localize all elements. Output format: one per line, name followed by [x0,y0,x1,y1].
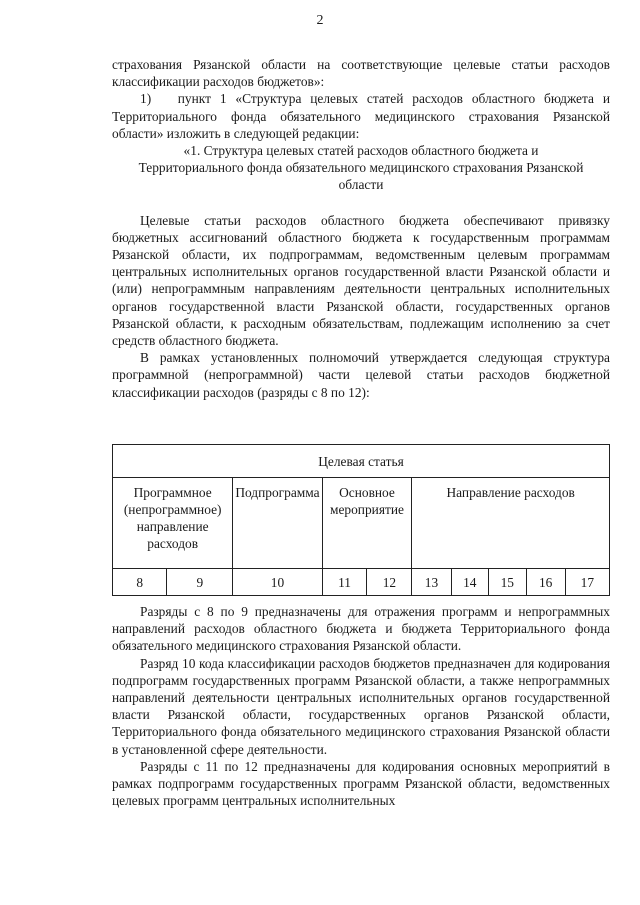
digit-cell: 10 [233,569,322,596]
table-header: Целевая статья [113,445,610,478]
digit-cell: 17 [565,569,609,596]
body-paragraph: Разряд 10 кода классификации расходов бюджетов предназначен для кодирования подпрограмм государственных программ Рязанской области, а также непрограммных направлений деятельности центральных исполнительных органов государственной власти Рязанской области, государственных органов Рязанской области, Территориального фонда обязательного медицинского страхования Рязанской области в установленной сфере деятельности. [112,655,610,757]
body-paragraph: Целевые статьи расходов областного бюджета обеспечивают привязку бюджетных ассигнований областного бюджета к государственным программам Рязанской области, их подпрограммам, ведомственным целевым программам центральных исполнительных органов государственной власти Рязанской области и (или) непрограммным направлениям деятельности центральных исполнительных органов государственной власти Рязанской области, государственных органов Рязанской области, к расходным обязательствам, подлежащим исполнению за счет средств областного бюджета. [112,212,610,349]
digit-cell: 12 [367,569,412,596]
digit-cell: 11 [322,569,367,596]
digit-cell: 16 [526,569,565,596]
digit-cell: 14 [451,569,489,596]
intro-paragraph: страхования Рязанской области на соответствующие целевые статьи расходов классификации расходов бюджетов»: [112,57,610,90]
target-article-structure-table [112,444,610,596]
digit-cell: 13 [412,569,451,596]
body-paragraph: В рамках установленных полномочий утверждается следующая структура программной (непрограммной) части целевой статьи расходов бюджетной классификации расходов (разряды с 8 по 12): [112,350,610,400]
list-item: 1) пункт 1 «Структура целевых статей расходов областного бюджета и Территориального фонда обязательного медицинского страхования Рязанской области» изложить в следующей редакции: [112,91,610,141]
digit-cell: 9 [167,569,233,596]
group-expense-direction: Направление расходов [412,478,610,569]
digit-cell: 15 [489,569,527,596]
document-body-continued [112,603,610,809]
group-subprogram: Подпрограмма [233,478,322,569]
page-number: 2 [316,13,324,28]
document-body [112,56,610,401]
group-main-activity: Основное мероприятие [322,478,412,569]
body-paragraph: Разряды с 8 по 9 предназначены для отражения программ и непрограммных направлений расходов областного бюджета и бюджета Территориального фонда обязательного медицинского страхования Рязанской области. [112,604,610,654]
section-heading: «1. Структура целевых статей расходов областного бюджета и Территориального фонда обязательного медицинского страхования Рязанской области [138,143,584,193]
digit-cell: 8 [113,569,167,596]
body-paragraph: Разряды с 11 по 12 предназначены для кодирования основных мероприятий в рамках подпрограмм государственных программ Рязанской области, ведомственных целевых программ центральных исполнительных [112,758,610,809]
group-program: Программное (непрограммное) направление расходов [113,478,233,569]
